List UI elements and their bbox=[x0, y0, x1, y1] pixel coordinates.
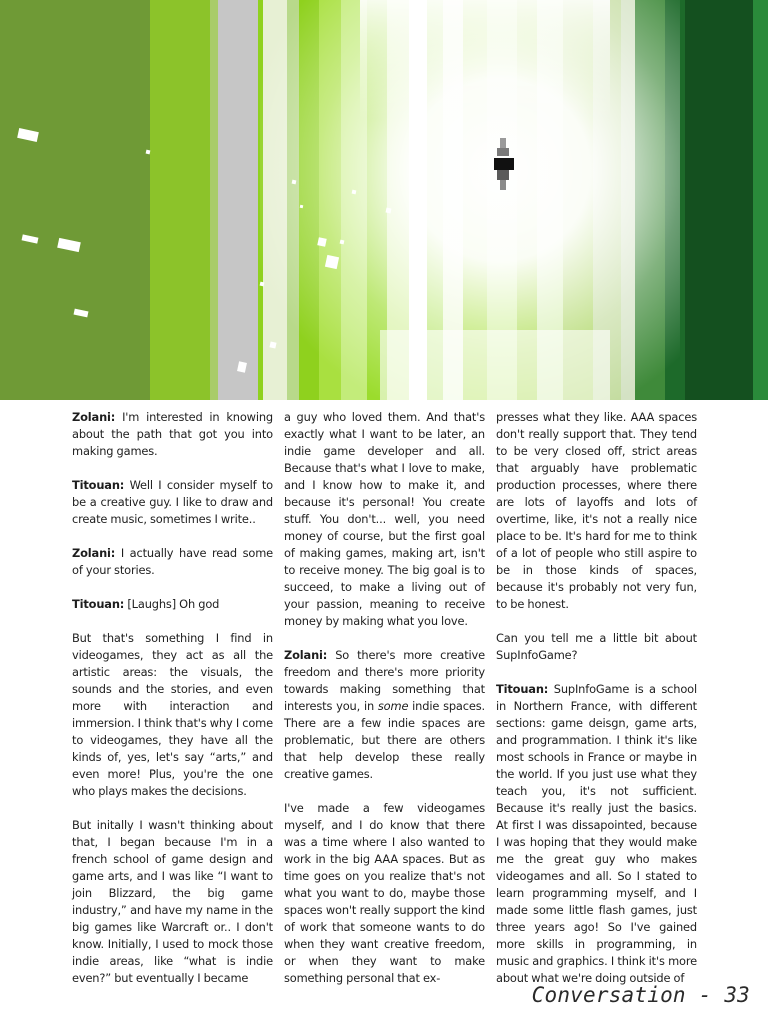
paragraph bbox=[72, 477, 273, 528]
paragraph-text: So there's more creative freedom and there's more priority towards making something that interests you, in bbox=[284, 648, 485, 713]
snowflake-shape bbox=[317, 237, 326, 246]
hero-illustration bbox=[0, 0, 768, 400]
snowflake-shape bbox=[325, 255, 339, 269]
paragraph-text: presses what they like. AAA spaces don't really support that. They tend to be very closed off, strict areas that arguably have problematic production processes, where there are lots of layoffs and lots of overtime, like, it's not a really nice place to be. It's hard for me to think of a lot of people who still aspire to be in those kinds of spaces, because it's probably not very fun, to be honest. bbox=[496, 410, 697, 611]
speaker-name: Titouan: bbox=[72, 478, 125, 492]
stripe bbox=[210, 0, 218, 400]
page-number: 33 bbox=[724, 983, 750, 1007]
article-column-3 bbox=[496, 409, 697, 1004]
paragraph bbox=[496, 681, 697, 987]
paragraph-text: [Laughs] Oh god bbox=[127, 597, 220, 611]
paragraph bbox=[72, 817, 273, 987]
paragraph bbox=[284, 409, 485, 630]
paragraph bbox=[72, 630, 273, 800]
paragraph-text: But initally I wasn't thinking about that, I began because I'm in a french school of game design and game arts, and I was like “I want to join Blizzard, the big game industry,” and have my name in the big games like Warcraft or.. I don't know. Initially, I used to mock those indie areas, like “what is indie even?” but eventually I became bbox=[72, 818, 273, 985]
article-column-2 bbox=[284, 409, 485, 1004]
page-footer bbox=[532, 983, 750, 1007]
stripe bbox=[0, 0, 150, 400]
paragraph-text: I'm interested in knowing about the path that got you into making games. bbox=[72, 410, 273, 458]
footer-separator: - bbox=[698, 983, 712, 1007]
paragraph-text: SupInfoGame is a school in Northern France, with different sections: game deisgn, game arts, and programmation. I think it's like most schools in France or maybe in the world. If you just use what they teach you, it's not sufficient. Because it's really just the basics. At first I was dissapointed, because I was hoping that they would make me the great guy who makes videogames and all. So I stated to learn programming myself, and I made some little flash games, just three years ago! So I've gained more skills in programming, in music and graphics. I think it's more about what we're doing outside of bbox=[496, 682, 698, 985]
snowflake-shape bbox=[269, 341, 276, 348]
snowflake-shape bbox=[292, 180, 297, 185]
speaker-name: Titouan: bbox=[72, 597, 125, 611]
speaker-name: Zolani: bbox=[284, 648, 328, 662]
paragraph-text: Can you tell me a little bit about SupInfoGame? bbox=[496, 631, 697, 662]
speaker-name: Zolani: bbox=[72, 546, 116, 560]
stripe bbox=[150, 0, 216, 400]
paragraph bbox=[284, 800, 485, 987]
snowflake-shape bbox=[146, 150, 151, 155]
emphasis: some bbox=[377, 699, 409, 713]
speaker-name: Titouan: bbox=[496, 682, 549, 696]
paragraph bbox=[72, 596, 273, 613]
snowflake-shape bbox=[300, 205, 304, 209]
stripe bbox=[218, 0, 258, 400]
paragraph-text: Well I consider myself to be a creative guy. I like to draw and create music, sometimes I write.. bbox=[72, 478, 274, 526]
paragraph bbox=[72, 409, 273, 460]
green-stripes-artwork bbox=[0, 0, 768, 400]
paragraph bbox=[496, 630, 697, 664]
footer-section: Conversation bbox=[531, 983, 686, 1007]
speaker-name: Zolani: bbox=[72, 410, 116, 424]
article-column-1 bbox=[72, 409, 273, 1004]
paragraph bbox=[72, 545, 273, 579]
stripe bbox=[685, 0, 753, 400]
paragraph-text: indie spaces. There are a few indie spaces are problematic, but there are others that help develop these really creative games. bbox=[284, 699, 485, 781]
paragraph-text: I've made a few videogames myself, and I do know that there was a time where I also wanted to work in the big AAA spaces. But as time goes on you realize that's not what you want to do, maybe those spaces won't really support the kind of work that someone wants to do when they want creative freedom, or when they want to make something personal that ex- bbox=[284, 801, 485, 985]
snowflake-shape bbox=[386, 208, 392, 214]
paragraph-text: a guy who loved them. And that's exactly what I want to be later, an indie game developer and all. Because that's what I love to make, and I know how to make it, and because it's personal! You create stuff. You don't... well, you need money of course, but the first goal of making games, making art, isn't to receive money. The big goal is to succeed, to make a living out of your passion, meaning to receive money by making what you love. bbox=[284, 410, 485, 628]
paragraph-text: But that's something I find in videogames, they act as all the artistic areas: the visuals, the sounds and the stories, and even more with interaction and immersion. I think that's why I come to videogames, they have all the kinds of, yes, let's say “arts,” and even more! Plus, you're the one who plays makes the decisions. bbox=[72, 631, 273, 798]
snowflake-shape bbox=[260, 282, 265, 287]
snowflake-shape bbox=[340, 240, 345, 245]
stripe bbox=[753, 0, 768, 400]
paragraph bbox=[496, 409, 697, 613]
paragraph-text: I actually have read some of your stories. bbox=[72, 546, 274, 577]
snowflake-shape bbox=[352, 190, 357, 195]
paragraph bbox=[284, 647, 485, 783]
